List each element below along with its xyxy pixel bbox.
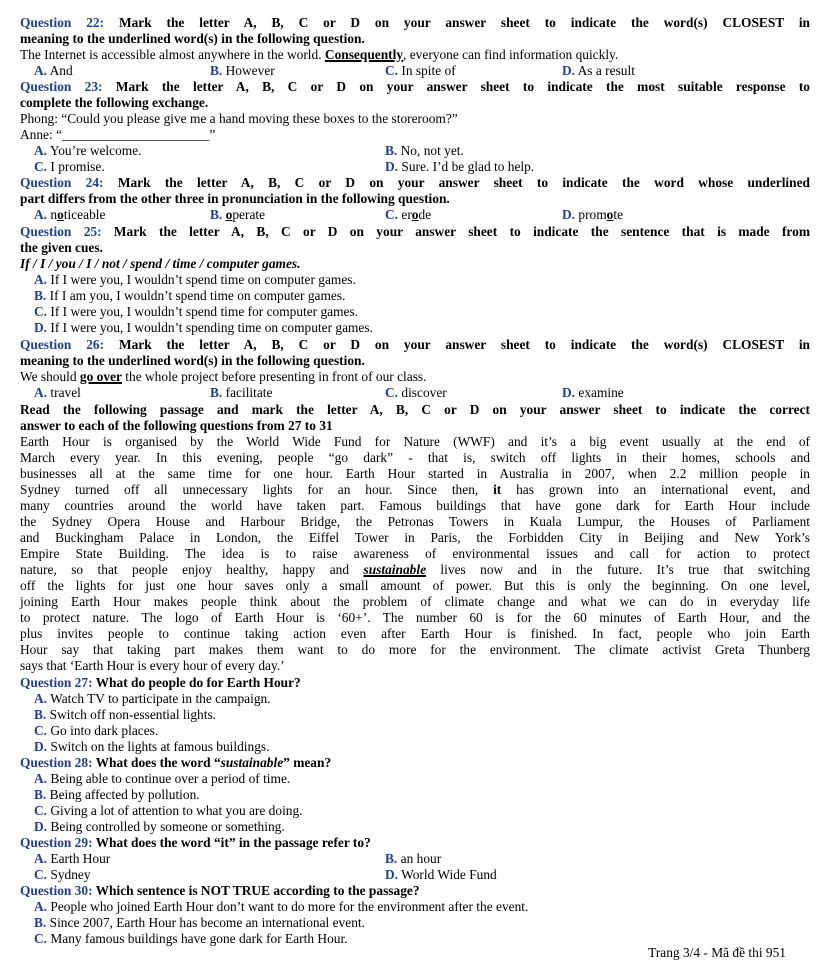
passage-line: nature, so that people enjoy healthy, happy and sustainable lives now and in the future. It’s true that switching xyxy=(20,562,811,577)
q28-option-d[interactable]: D. Being controlled by someone or something. xyxy=(34,819,285,834)
q26-option-b[interactable]: B. facilitate xyxy=(210,385,273,400)
passage-line: to protect nature. The logo of Earth Hour is ‘60+’. The number 60 is for the 60 minutes of Earth Hour, and the xyxy=(20,610,810,625)
q24-instruction-line1: Question 24: Mark the letter A, B, C or D on your answer sheet to indicate the word whose underlined xyxy=(20,175,810,190)
q25-option-b[interactable]: B. If I am you, I wouldn’t spend time on computer games. xyxy=(34,288,346,303)
q28-option-a[interactable]: A. Being able to continue over a period of time. xyxy=(34,771,291,786)
q25-cues: If / I / you / I / not / spend / time / computer games. xyxy=(20,256,301,271)
q22-stem: The Internet is accessible almost anywhere in the world. Consequently, everyone can find information quickly. xyxy=(20,47,619,62)
q24-option-a[interactable]: A. noticeable xyxy=(34,207,106,222)
q29-option-c[interactable]: C. Sydney xyxy=(34,867,91,882)
q22-number: Question 22: xyxy=(20,15,105,30)
q29-question: Question 29: What does the word “it” in the passage refer to? xyxy=(20,835,371,850)
q29-option-a[interactable]: A. Earth Hour xyxy=(34,851,111,866)
q23-option-c[interactable]: C. I promise. xyxy=(34,159,105,174)
q24-option-d[interactable]: D. promote xyxy=(562,207,624,222)
passage-line: March every year. In this evening, people “go dark” - that is, switch off lights in their homes, schools and xyxy=(20,450,810,465)
q23-instruction-line1: Question 23: Mark the letter A, B, C or D on your answer sheet to indicate the most suitable response to xyxy=(20,79,810,94)
passage-line: many countries around the world have taken part. Famous buildings that have gone dark for Earth Hour include xyxy=(20,498,810,513)
q26-instruction-line2: meaning to the underlined word(s) in the following question. xyxy=(20,353,365,368)
q24-instruction-line2: part differs from the other three in pronunciation in the following question. xyxy=(20,191,450,206)
q22-option-b[interactable]: B. However xyxy=(210,63,275,78)
passage-line: says that ‘Earth Hour is every hour of every day.’ xyxy=(20,658,285,673)
passage-word-sustainable: sustainable xyxy=(363,562,427,577)
q22-instruction-line1: Question 22: Mark the letter A, B, C or D on your answer sheet to indicate the word(s) CLOSEST in xyxy=(20,15,811,30)
reading-instruction-line1: Read the following passage and mark the letter A, B, C or D on your answer sheet to indicate the correct xyxy=(20,402,810,417)
reading-instruction-line2: answer to each of the following questions from 27 to 31 xyxy=(20,418,333,433)
q30-option-b[interactable]: B. Since 2007, Earth Hour has become an international event. xyxy=(34,915,365,930)
q30-option-c[interactable]: C. Many famous buildings have gone dark for Earth Hour. xyxy=(34,931,348,946)
q24-option-c[interactable]: C. erode xyxy=(385,207,432,222)
q30-option-a[interactable]: A. People who joined Earth Hour don’t want to do more for the environment after the event. xyxy=(34,899,529,914)
passage-line: plus invites people to continue taking action even after Earth Hour is finished. In fact, people who join Earth xyxy=(20,626,810,641)
q26-underlined-word: go over xyxy=(79,369,122,384)
q25-option-d[interactable]: D. If I were you, I wouldn’t spending time on computer games. xyxy=(34,320,373,335)
q28-option-b[interactable]: B. Being affected by pollution. xyxy=(34,787,200,802)
q26-instruction-line1: Question 26: Mark the letter A, B, C or D on your answer sheet to indicate the word(s) CLOSEST in xyxy=(20,337,811,352)
q24-option-b[interactable]: B. operate xyxy=(210,207,266,222)
q25-option-a[interactable]: A. If I were you, I wouldn’t spend time on computer games. xyxy=(34,272,356,287)
q23-option-b[interactable]: B. No, not yet. xyxy=(385,143,464,158)
q22-instruction-line2: meaning to the underlined word(s) in the following question. xyxy=(20,31,365,46)
passage-line: Empire State Building. The idea is to raise awareness of environmental issues and call for action to protect xyxy=(20,546,810,561)
q26-stem: We should go over the whole project before presenting in front of our class. xyxy=(20,369,427,384)
q22-underlined-word: Consequently xyxy=(324,47,404,62)
q23-instruction-line2: complete the following exchange. xyxy=(20,95,209,110)
q27-option-b[interactable]: B. Switch off non-essential lights. xyxy=(34,707,217,722)
q28-option-c[interactable]: C. Giving a lot of attention to what you are doing. xyxy=(34,803,303,818)
q29-option-b[interactable]: B. an hour xyxy=(385,851,442,866)
passage-line: the Sydney Opera House and Harbour Bridge, the Petronas Towers in Kuala Lumpur, the Houses of Parliament xyxy=(20,514,810,529)
passage-line: Earth Hour is organised by the World Wide Fund for Nature (WWF) and it’s a big event usually at the end of xyxy=(20,434,810,449)
q26-option-a[interactable]: A. travel xyxy=(34,385,81,400)
passage-word-it: it xyxy=(493,482,502,497)
passage-line: Hour say that taking part makes them want to do more for the environment. The climate activist Greta Thunberg xyxy=(20,642,810,657)
q25-instruction-line2: the given cues. xyxy=(20,240,103,255)
page-footer: Trang 3/4 - Mã đề thi 951 xyxy=(648,945,786,960)
q27-option-d[interactable]: D. Switch on the lights at famous buildings. xyxy=(34,739,270,754)
passage-line: businesses all at the same time for one hour. Earth Hour started in Australia in 2007, when 2.2 million people in xyxy=(20,466,810,481)
passage-line: joining Earth Hour makes people think about the problem of climate change and what we can do in everyday life xyxy=(20,594,810,609)
q27-option-a[interactable]: A. Watch TV to participate in the campaign. xyxy=(34,691,271,706)
q26-option-c[interactable]: C. discover xyxy=(385,385,447,400)
q23-option-d[interactable]: D. Sure. I’d be glad to help. xyxy=(385,159,535,174)
q25-option-c[interactable]: C. If I were you, I wouldn’t spend time for computer games. xyxy=(34,304,359,319)
q23-dialogue-phong: Phong: “Could you please give me a hand moving these boxes to the storeroom?” xyxy=(20,111,458,126)
q25-instruction-line1: Question 25: Mark the letter A, B, C or D on your answer sheet to indicate the sentence that is made from xyxy=(20,224,810,239)
passage-line: off the lights for just one hour saves only a small amount of power. But this is only the beginning. On one level, xyxy=(20,578,810,593)
q26-option-d[interactable]: D. examine xyxy=(562,385,624,400)
q22-option-a[interactable]: A. And xyxy=(34,63,73,78)
q23-option-a[interactable]: A. You’re welcome. xyxy=(34,143,142,158)
q22-option-c[interactable]: C. In spite of xyxy=(385,63,456,78)
q22-option-d[interactable]: D. As a result xyxy=(562,63,635,78)
q29-option-d[interactable]: D. World Wide Fund xyxy=(385,867,497,882)
passage-line: and Buckingham Palace in London, the Eiffel Tower in Paris, the Forbidden City in Beijing and New York’s xyxy=(20,530,810,545)
q28-question: Question 28: What does the word “sustainable” mean? xyxy=(20,755,332,770)
q30-question: Question 30: Which sentence is NOT TRUE according to the passage? xyxy=(20,883,420,898)
passage-line: Sydney turned off all unnecessary lights for an hour. Since then, it has grown into an international event, and xyxy=(20,482,810,497)
q27-option-c[interactable]: C. Go into dark places. xyxy=(34,723,159,738)
q27-question: Question 27: What do people do for Earth Hour? xyxy=(20,675,301,690)
q23-dialogue-anne: Anne: “______________________” xyxy=(20,127,216,142)
